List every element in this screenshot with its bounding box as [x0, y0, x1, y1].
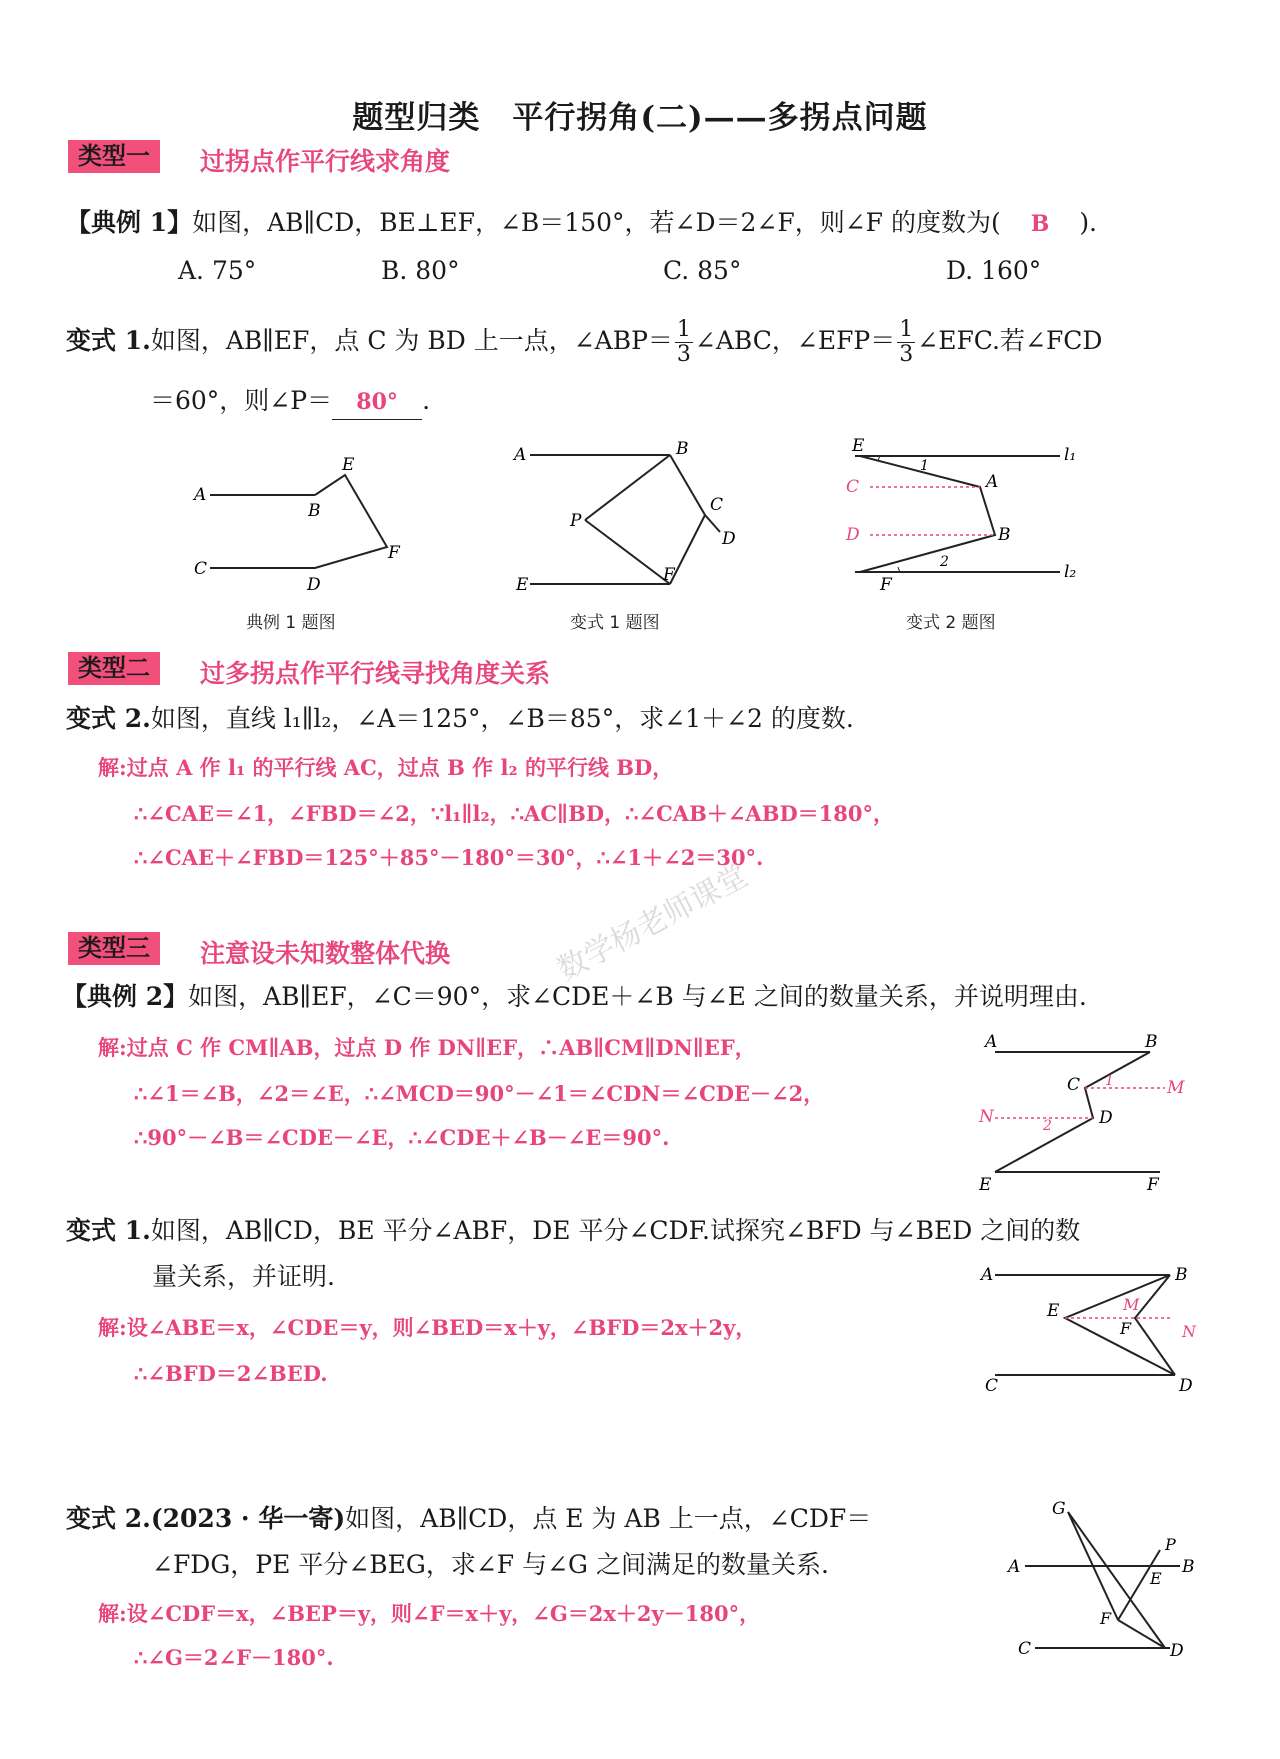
variant1-label: 变式 1. [66, 326, 151, 355]
svg-text:P: P [570, 511, 582, 531]
type3-variant1-solution-line1: 解:设∠ABE＝x，∠CDE＝y，则∠BED＝x＋y，∠BFD＝2x＋2y， [98, 1315, 757, 1340]
svg-text:M: M [1123, 1295, 1140, 1314]
svg-text:C: C [985, 1376, 999, 1396]
variant1-text-a: 如图，AB∥EF，点 C 为 BD 上一点，∠ABP＝ [150, 326, 673, 355]
type2-solution-line1: 解:过点 A 作 l₁ 的平行线 AC，过点 B 作 l₂ 的平行线 BD， [98, 755, 674, 780]
type2-heading: 过多拐点作平行线寻找角度关系 [200, 659, 551, 688]
svg-text:F: F [880, 575, 892, 595]
type3-variant2-line1 [66, 1502, 871, 1536]
type3-tag: 类型三 [68, 932, 160, 965]
svg-text:C: C [710, 495, 724, 515]
caption-example1: 典例 1 题图 [246, 613, 336, 633]
svg-text:2: 2 [940, 554, 949, 570]
figure-example1 [190, 440, 420, 600]
svg-text:B: B [1182, 1557, 1195, 1577]
fraction-den-2: 3 [899, 342, 914, 367]
example1-close: )． [1079, 208, 1115, 237]
svg-text:B: B [1145, 1032, 1158, 1052]
svg-text:E: E [979, 1175, 992, 1195]
figure-variant2 [840, 430, 1100, 600]
fraction-num: 1 [676, 317, 691, 342]
svg-text:G: G [1052, 1500, 1066, 1519]
type3-variant1-text1: 如图，AB∥CD，BE 平分∠ABF，DE 平分∠CDF.试探究∠BFD 与∠BED 之间的数 [150, 1216, 1081, 1245]
svg-text:2: 2 [1043, 1118, 1052, 1134]
type3-variant1-label: 变式 1. [66, 1216, 151, 1245]
svg-text:N: N [979, 1107, 994, 1127]
svg-text:D: D [1170, 1641, 1184, 1661]
type2-question [66, 702, 854, 736]
figure-example2 [975, 1030, 1205, 1195]
svg-text:B: B [676, 440, 689, 459]
example2-solution-line3: ∴90°－∠B＝∠CDE－∠E，∴∠CDE＋∠B－∠E＝90°. [134, 1125, 670, 1150]
example2-solution-line2: ∴∠1＝∠B，∠2＝∠E，∴∠MCD＝90°－∠1＝∠CDN＝∠CDE－∠2， [134, 1081, 825, 1106]
variant1-answer: 80° [356, 389, 398, 415]
figure-variant1 [510, 440, 750, 600]
type2-variant-text: 如图，直线 l₁∥l₂，∠A＝125°，∠B＝85°，求∠1＋∠2 的度数. [150, 704, 854, 733]
svg-text:C: C [1067, 1075, 1081, 1095]
type3-variant2-label: 变式 2. [66, 1504, 151, 1533]
type2-tag: 类型二 [68, 652, 160, 685]
type2-solution-line2: ∴∠CAE＝∠1，∠FBD＝∠2，∵l₁∥l₂，∴AC∥BD，∴∠CAB＋∠ABD＝180°， [134, 801, 895, 826]
svg-text:1: 1 [1105, 1073, 1114, 1089]
figure-type3-variant2 [1000, 1500, 1220, 1675]
svg-text:B: B [1175, 1265, 1188, 1285]
fraction-den: 3 [676, 342, 691, 367]
svg-text:1: 1 [920, 458, 929, 474]
svg-text:F: F [1120, 1319, 1132, 1338]
type3-variant2-solution-line1: 解:设∠CDF＝x，∠BEP＝y，则∠F＝x＋y，∠G＝2x＋2y－180°， [98, 1601, 761, 1626]
svg-text:P: P [1165, 1535, 1176, 1554]
caption-variant2: 变式 2 题图 [906, 613, 996, 633]
svg-text:C: C [1018, 1639, 1032, 1659]
type3-variant2-text1: 如图，AB∥CD，点 E 为 AB 上一点，∠CDF＝ [345, 1504, 872, 1533]
option-c: C. 85° [663, 256, 742, 285]
svg-text:C: C [846, 477, 860, 497]
example1-text: 如图，AB∥CD，BE⊥EF，∠B＝150°，若∠D＝2∠F，则∠F 的度数为( [192, 208, 1001, 237]
type3-variant1-line1 [66, 1214, 1080, 1248]
type2-solution-line3: ∴∠CAE＋∠FBD＝125°＋85°－180°＝30°，∴∠1＋∠2＝30°. [134, 845, 764, 870]
figure-type3-variant1 [975, 1260, 1205, 1400]
answer-blank [332, 384, 422, 420]
svg-text:l₁: l₁ [1064, 445, 1077, 465]
type3-variant1-line2: 量关系，并证明. [152, 1262, 335, 1291]
svg-text:A: A [981, 1265, 994, 1285]
svg-text:F: F [388, 543, 400, 563]
type1-heading: 过拐点作平行线求角度 [200, 147, 451, 176]
option-b: B. 80° [381, 256, 460, 285]
svg-text:F: F [1100, 1609, 1112, 1628]
example1-answer: B [1030, 211, 1050, 237]
svg-text:N: N [1182, 1322, 1196, 1341]
variant1-text-b: ∠ABC，∠EFP＝ [694, 326, 896, 355]
svg-text:D: D [307, 575, 321, 595]
type3-heading: 注意设未知数整体代换 [200, 939, 451, 968]
svg-text:A: A [985, 1032, 998, 1052]
type3-variant2-line2: ∠FDG，PE 平分∠BEG，求∠F 与∠G 之间满足的数量关系. [152, 1550, 829, 1579]
svg-text:D: D [846, 525, 860, 545]
example2-text: 如图，AB∥EF，∠C＝90°，求∠CDE＋∠B 与∠E 之间的数量关系，并说明理由. [188, 982, 1087, 1011]
svg-text:C: C [194, 559, 208, 579]
svg-text:E: E [1150, 1569, 1162, 1588]
svg-text:A: A [986, 472, 999, 492]
type3-variant2-solution-line2: ∴∠G＝2∠F－180°. [134, 1645, 334, 1670]
fraction-one-third [675, 318, 693, 367]
svg-text:E: E [342, 455, 355, 475]
svg-text:E: E [852, 436, 865, 456]
svg-text:B: B [308, 501, 321, 521]
example2-label: 【典例 2】 [62, 982, 189, 1011]
page-title: 题型归类 平行拐角(二)——多拐点问题 [352, 100, 928, 136]
svg-text:M: M [1167, 1078, 1185, 1098]
option-a: A. 75° [178, 256, 257, 285]
example1-question [66, 206, 1114, 241]
variant1-question [66, 318, 1102, 367]
svg-text:F: F [663, 565, 675, 585]
watermark: 数学杨老师课堂 [551, 858, 754, 988]
variant1-text-c: ∠EFC.若∠FCD [917, 326, 1103, 355]
variant1-line2 [150, 384, 430, 420]
svg-text:D: D [1099, 1108, 1113, 1128]
type1-tag: 类型一 [68, 140, 160, 173]
type3-variant1-solution-line2: ∴∠BFD＝2∠BED. [134, 1361, 328, 1386]
svg-text:D: D [722, 529, 736, 549]
example2-question [62, 980, 1087, 1014]
fraction-num-2: 1 [899, 317, 914, 342]
example1-label: 【典例 1】 [66, 208, 193, 237]
svg-text:E: E [1047, 1301, 1060, 1321]
svg-text:F: F [1147, 1175, 1159, 1195]
svg-text:E: E [516, 575, 529, 595]
svg-text:B: B [998, 525, 1011, 545]
svg-text:A: A [514, 445, 527, 465]
svg-text:A: A [1008, 1557, 1021, 1577]
fraction-one-third-2 [897, 318, 915, 367]
svg-text:D: D [1179, 1376, 1193, 1396]
type2-variant-label: 变式 2. [66, 704, 151, 733]
svg-text:A: A [194, 485, 207, 505]
variant1-line2-a: ＝60°，则∠P＝ [150, 386, 333, 415]
variant1-line2-b: . [422, 386, 431, 415]
option-d: D. 160° [946, 256, 1042, 285]
example2-solution-line1: 解:过点 C 作 CM∥AB，过点 D 作 DN∥EF，∴AB∥CM∥DN∥EF， [98, 1035, 756, 1060]
type3-variant2-source: (2023 · 华一寄) [150, 1504, 346, 1533]
caption-variant1: 变式 1 题图 [570, 613, 660, 633]
svg-text:l₂: l₂ [1064, 562, 1077, 582]
